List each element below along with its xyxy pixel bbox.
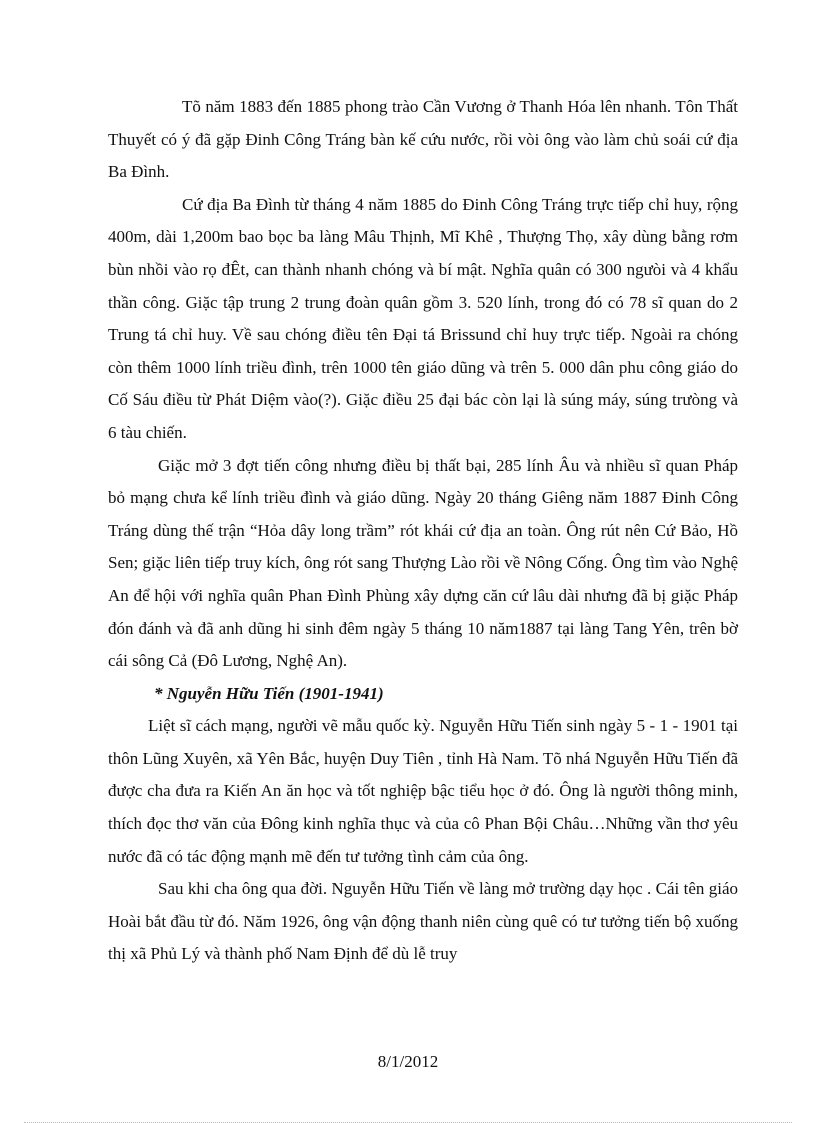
footer-date: 8/1/2012 — [377, 1052, 439, 1071]
document-body — [108, 91, 738, 971]
paragraph-teaching: Sau khi cha ông qua đời. Nguyễn Hữu Tiến về làng mở trường dạy học . Cái tên giáo Hoài bắt đầu từ đó. Năm 1926, ông vận động thanh niên cùng quê có tư tưởng tiến bộ xuống thị xã Phủ Lý và thành phố Nam Định để dù lễ truy — [108, 879, 738, 964]
paragraph-attacks: Giặc mở 3 đợt tiến công nhưng điều bị thất bại, 285 lính Âu và nhiều sĩ quan Pháp bỏ mạng chưa kể lính triều đình và giáo dũng. Ngày 20 tháng Giêng năm 1887 Đinh Công Tráng dùng thế trận “Hỏa dây long trầm” rót khái cứ địa an toàn. Ông rút nên Cứ Bảo, Hồ Sen; giặc liên tiếp truy kích, ông rót sang Thượng Lào rồi về Nông Cống. Ông tìm vào Nghệ An để hội với nghĩa quân Phan Đình Phùng xây dựng căn cứ lâu dài nhưng đã bị giặc Pháp đón đánh và đã anh dũng hi sinh đêm ngày 5 tháng 10 năm1887 tại làng Tang Yên, trên bờ cái sông Cả (Đô Lương, Nghệ An). — [108, 455, 738, 671]
paragraph-nguyen-huu-tien: Liệt sĩ cách mạng, người vẽ mẫu quốc kỳ. Nguyễn Hữu Tiến sinh ngày 5 - 1 - 1901 tại thôn Lũng Xuyên, xã Yên Bắc, huyện Duy Tiên , tỉnh Hà Nam. Tõ nhá Nguyễn Hữu Tiến đã được cha đưa ra Kiến An ăn học và tốt nghiệp bậc tiểu học ở đó. Ông là người thông minh, thích đọc thơ văn của Đông kinh nghĩa thục và của cô Phan Bội Châu…Những vần thơ yêu nước đã có tác động mạnh mẽ đến tư tưởng tình cảm của ông. — [108, 716, 738, 866]
paragraph-can-vuong: Tõ năm 1883 đến 1885 phong trào Cần Vương ở Thanh Hóa lên nhanh. Tôn Thất Thuyết có ý đã gặp Đinh Công Tráng bàn kế cứu nước, rồi vòi ông vào làm chủ soái cứ địa Ba Đình. — [108, 97, 738, 182]
paragraph-ba-dinh: Cứ địa Ba Đình từ tháng 4 năm 1885 do Đinh Công Tráng trực tiếp chỉ huy, rộng 400m, dài 1,200m bao bọc ba làng Mâu Thịnh, Mĩ Khê , Thượng Thọ, xây dùng bằng rơm bùn nhồi vào rọ đÊt, can thành nhanh chóng và bí mật. Nghĩa quân có 300 ngưòi và 4 khẩu thần công. Giặc tập trung 2 trung đoàn quân gồm 3. 520 lính, trong đó có 78 sĩ quan do 2 Trung tá chỉ huy. Về sau chóng điều tên Đại tá Brissund chỉ huy trực tiếp. Ngoài ra chóng còn thêm 1000 lính triều đình, trên 1000 tên giáo dũng và trên 5. 000 dân phu công giáo do Cố Sáu điều từ Phát Diệm vào(?). Giặc điều 25 đại bác còn lại là súng máy, súng trưòng và 6 tàu chiến. — [108, 194, 738, 442]
section-heading: * Nguyễn Hữu Tiến (1901-1941) — [154, 683, 384, 703]
